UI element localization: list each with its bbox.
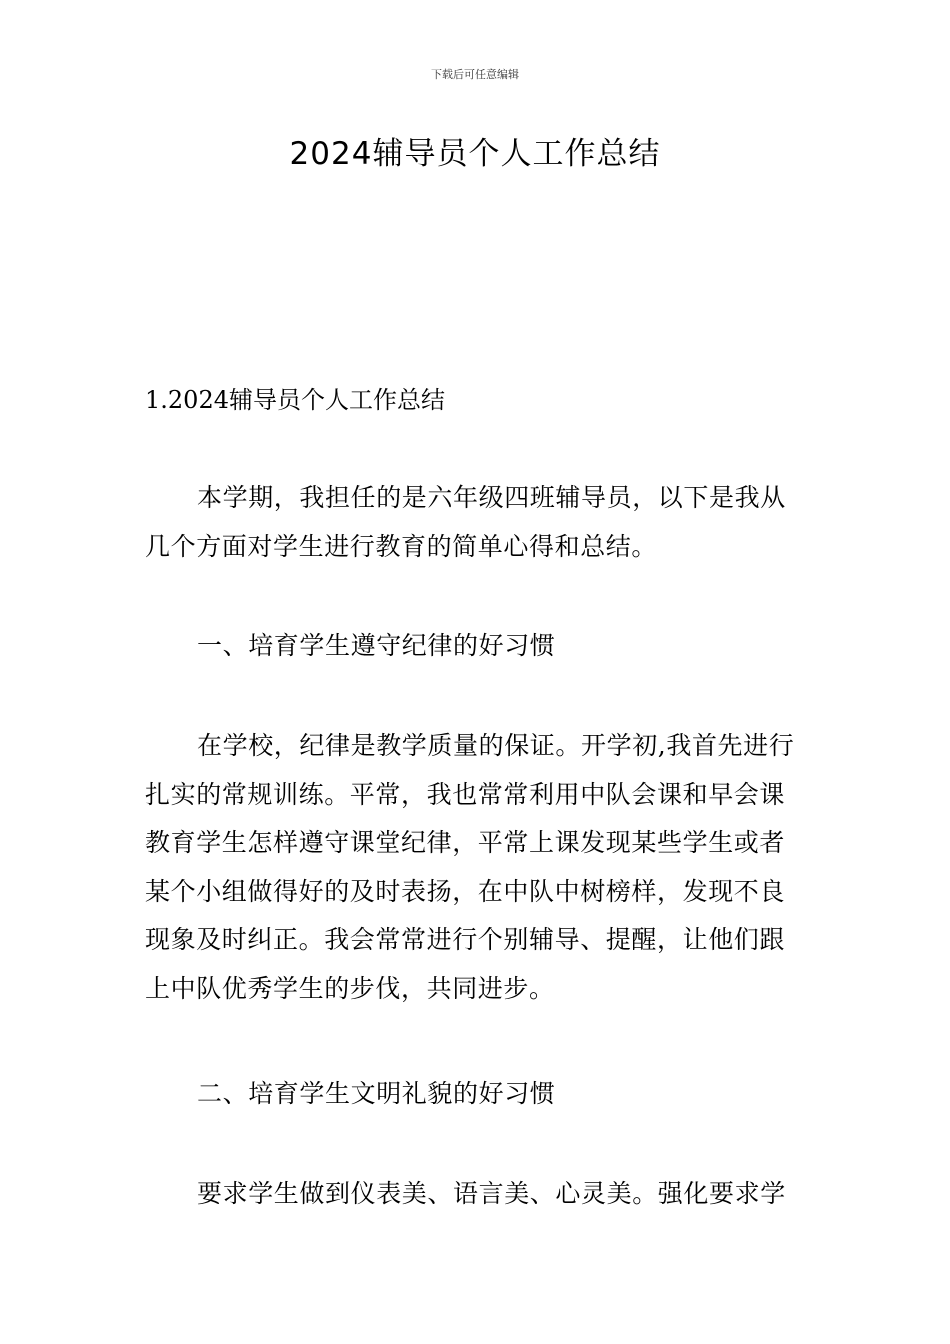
- paragraph-courtesy: 要求学生做到仪表美、语言美、心灵美。强化要求学: [197, 1179, 786, 1208]
- heading-discipline: 一、培育学生遵守纪律的好习惯: [197, 631, 556, 660]
- paragraph-discipline: 在学校，纪律是教学质量的保证。开学初,我首先进行扎实的常规训练。平常，我也常常利用中队会课和早会课教育学生怎样遵守课堂纪律，平常上课发现某些学生或者某个小组做得好的及时表扬，在中队中树榜样，发现不良现象及时纠正。我会常常进行个别辅导、提醒，让他们跟上中队优秀学生的步伐，共同进步。: [145, 731, 795, 1003]
- document-title: 2024辅导员个人工作总结: [289, 136, 661, 172]
- paragraph-intro: 本学期，我担任的是六年级四班辅导员，以下是我从几个方面对学生进行教育的简单心得和总结。: [145, 483, 786, 561]
- section-title: 1.2024辅导员个人工作总结: [145, 386, 445, 414]
- header-note: 下载后可任意编辑: [431, 68, 519, 81]
- heading-courtesy: 二、培育学生文明礼貌的好习惯: [197, 1079, 556, 1108]
